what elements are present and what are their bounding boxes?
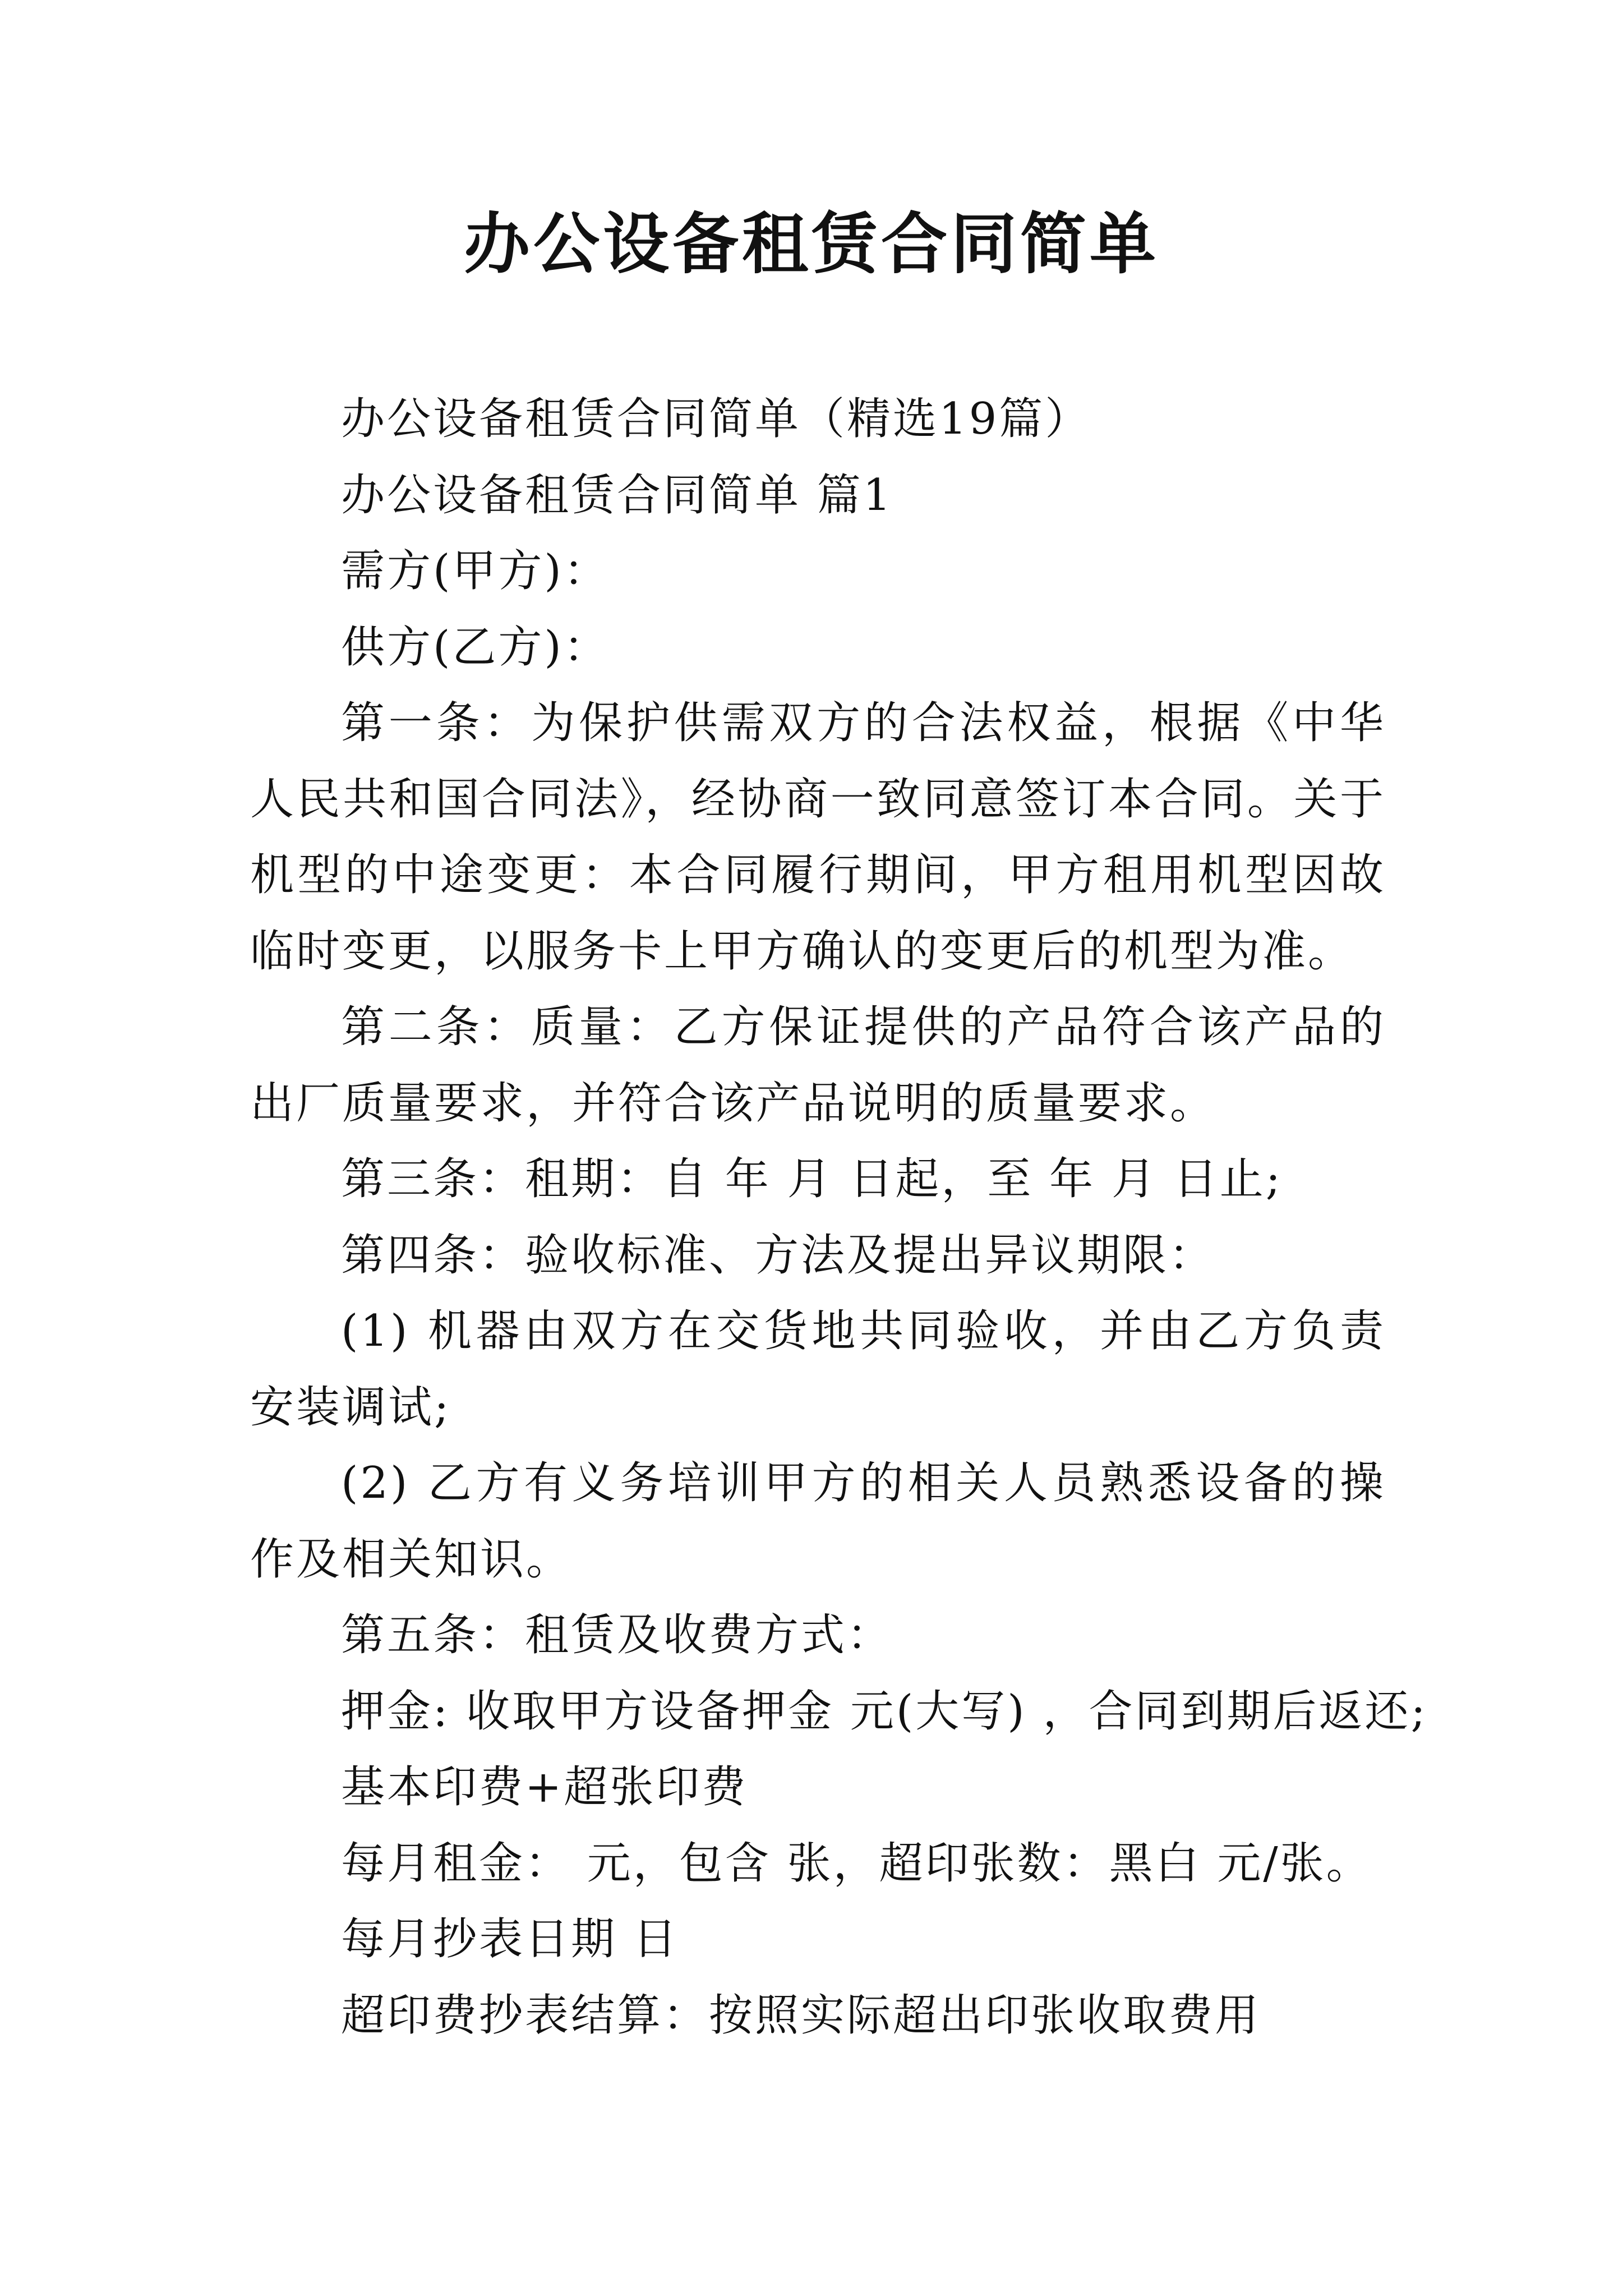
document-title: 办公设备租赁合同简单 xyxy=(463,205,1159,283)
paragraph-item-1: (1) 机器由双方在交货地共同验收，并由乙方负责安装调试; xyxy=(250,1306,1386,1433)
paragraph-article-2: 第二条：质量：乙方保证提供的产品符合该产品的出厂质量要求，并符合该产品说明的质量要求。 xyxy=(250,1002,1386,1129)
paragraph-monthly-rent: 每月租金： 元，包含 张，超印张数：黑白 元/张。 xyxy=(341,1838,1372,1889)
paragraph-article-3: 第三条：租期：自 年 月 日起，至 年 月 日止; xyxy=(341,1154,1283,1204)
document-body xyxy=(250,381,1428,2054)
paragraph-article-4: 第四条：验收标准、方法及提出异议期限： xyxy=(341,1230,1215,1281)
paragraph-fee-basis: 基本印费+超张印费 xyxy=(341,1762,748,1812)
paragraph-deposit: 押金: 收取甲方设备押金 元(大写) ，合同到期后返还; xyxy=(341,1686,1428,1737)
paragraph-party-a: 需方(甲方)： xyxy=(341,546,610,596)
paragraph-article-1: 第一条：为保护供需双方的合法权益，根据《中华人民共和国合同法》，经协商一致同意签订本合同。关于机型的中途变更：本合同履行期间，甲方租用机型因故临时变更，以服务卡上甲方确认的变更后的机型为准。 xyxy=(250,698,1386,977)
paragraph-party-b: 供方(乙方)： xyxy=(341,622,610,673)
paragraph-article-5: 第五条：租赁及收费方式： xyxy=(341,1610,893,1660)
paragraph-meter-date: 每月抄表日期 日 xyxy=(341,1914,679,1964)
paragraph-item-2: (2) 乙方有义务培训甲方的相关人员熟悉设备的操作及相关知识。 xyxy=(250,1458,1386,1585)
paragraph-section-heading: 办公设备租赁合同简单 篇1 xyxy=(341,470,893,521)
paragraph-subtitle: 办公设备租赁合同简单（精选19篇） xyxy=(341,394,1091,444)
paragraph-overprint-settlement: 超印费抄表结算：按照实际超出印张收取费用 xyxy=(341,1990,1261,2041)
